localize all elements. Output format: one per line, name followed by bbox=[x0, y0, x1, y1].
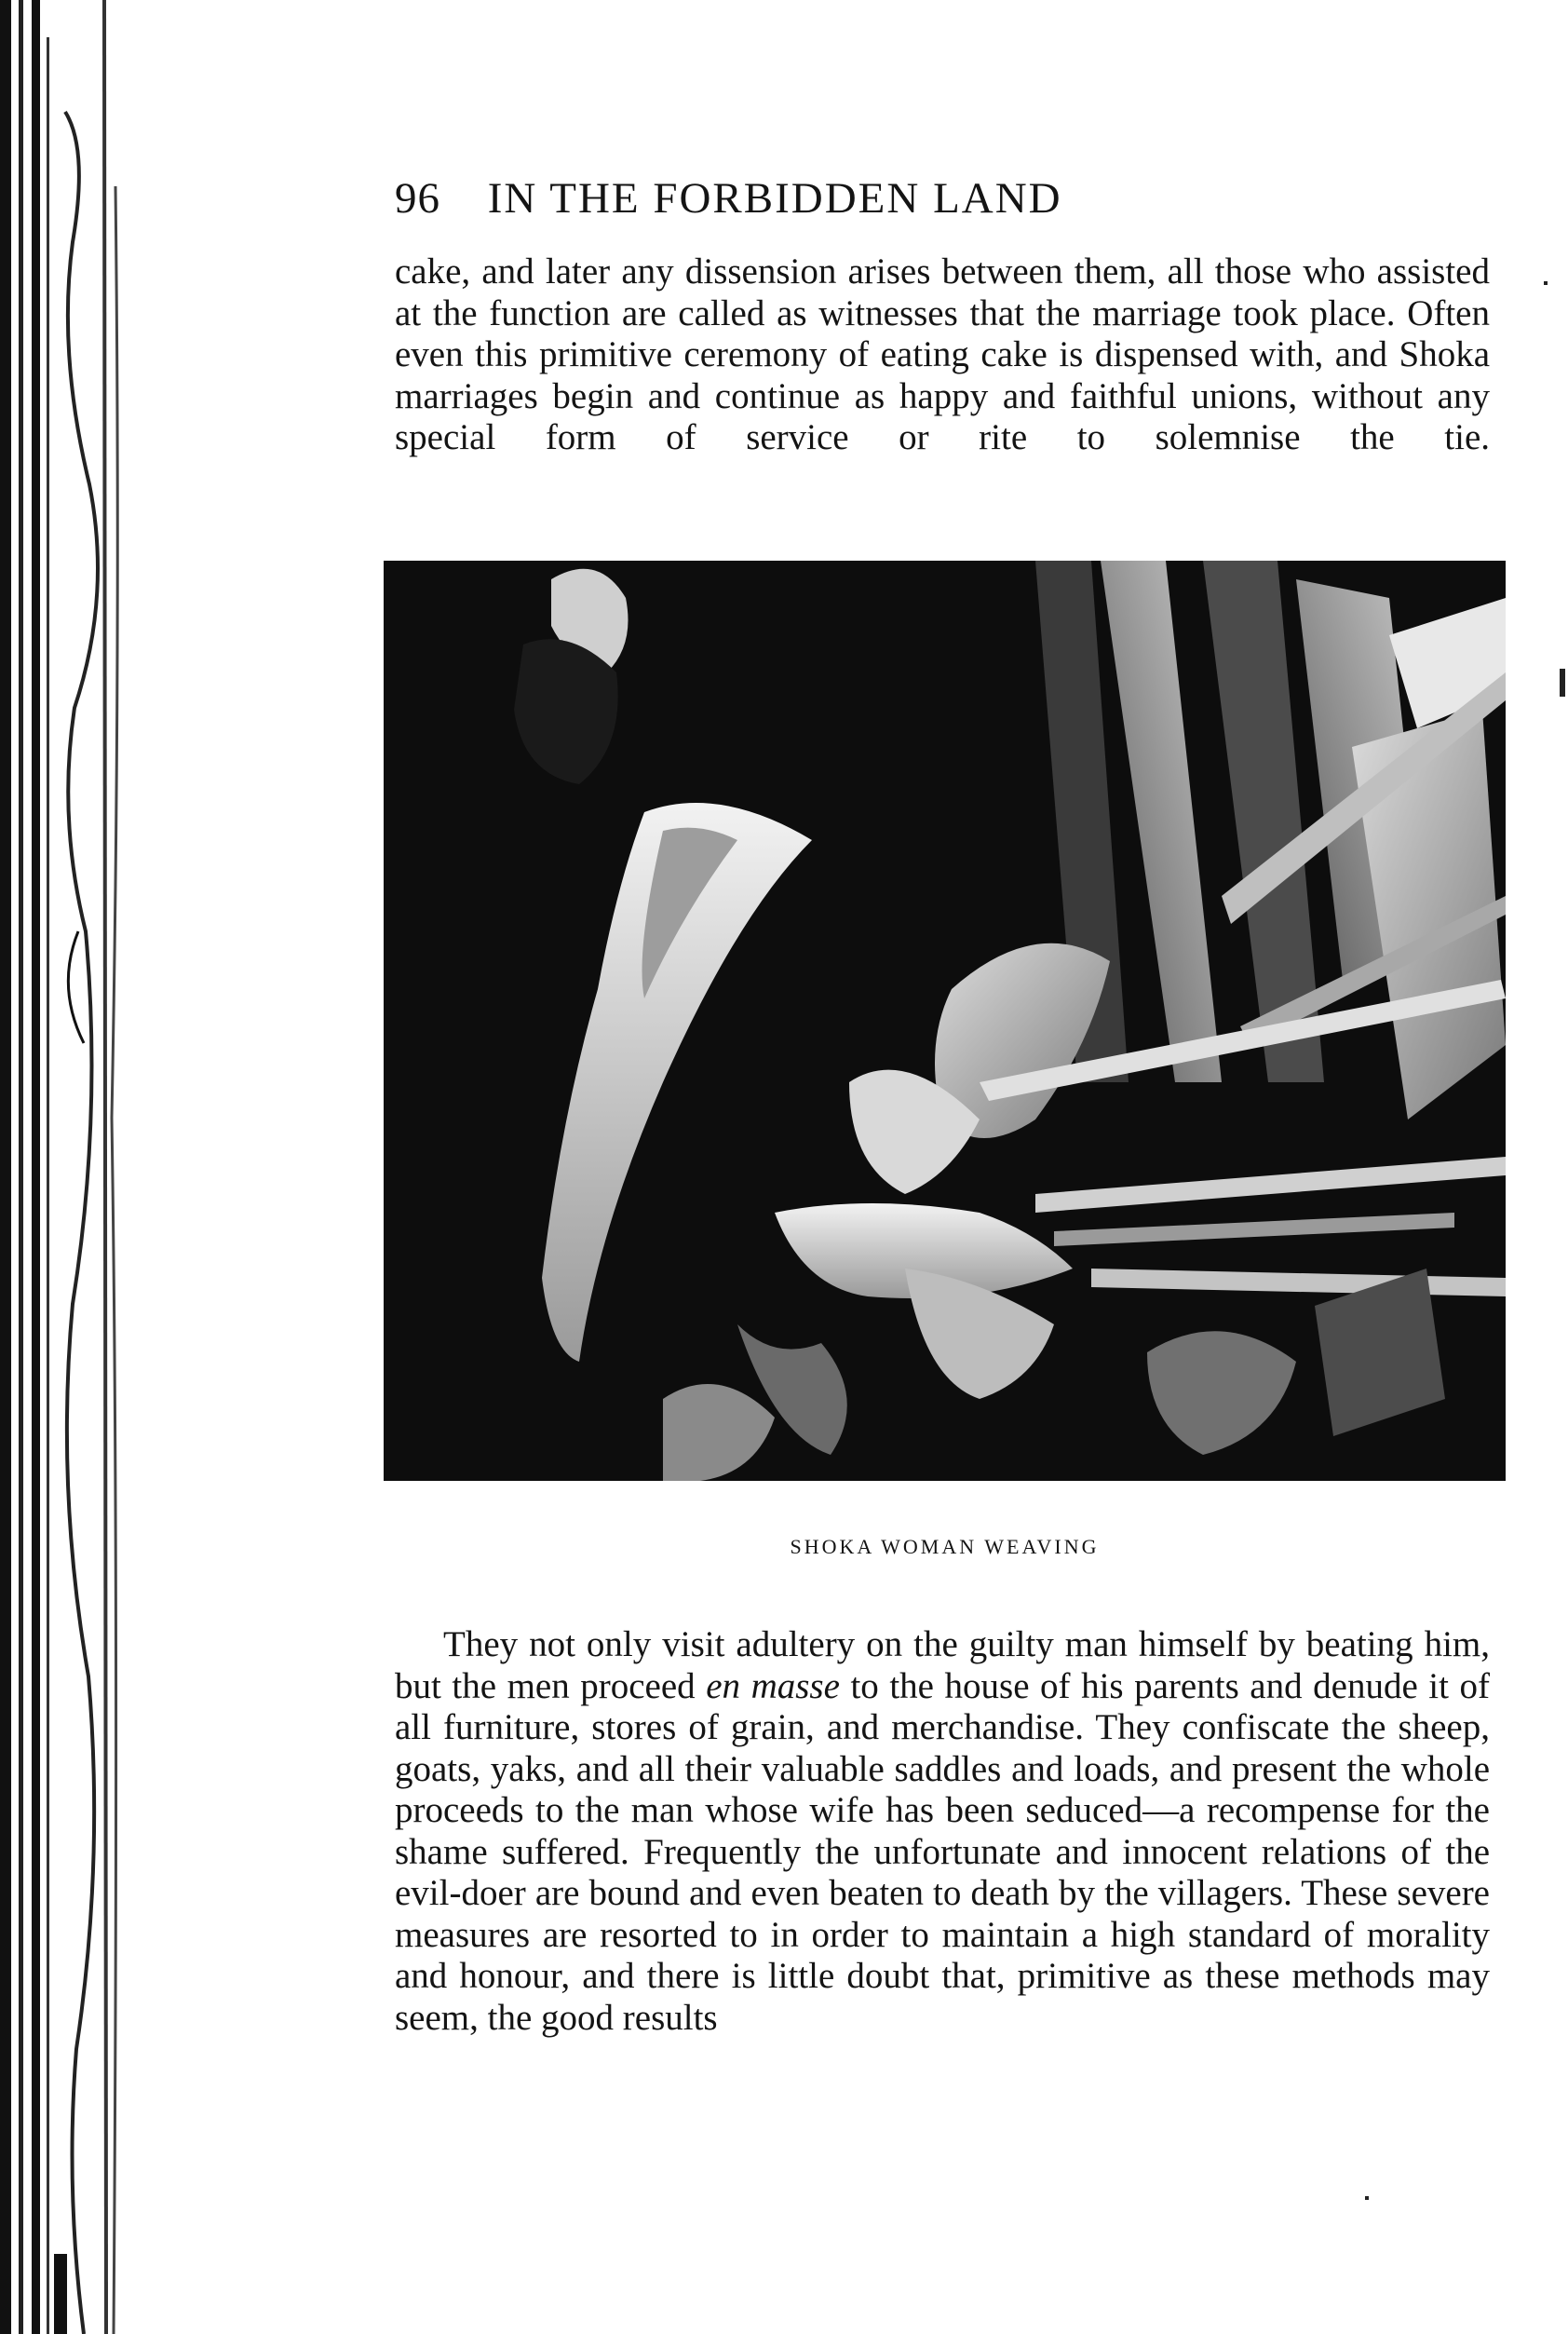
paragraph: cake, and later any dissension arises between them, all those who assisted at the function are called as witnesses that the marriage took place. Often even this primitive ceremony of eating cake is dispensed with, and Shoka marriages begin and continue as happy and faithful unions, without any special form of service or rite to solemnise the tie. bbox=[395, 251, 1490, 457]
photograph-shoka-woman-weaving bbox=[384, 561, 1506, 1481]
paragraph bbox=[395, 1624, 1490, 2039]
running-title: IN THE FORBIDDEN LAND bbox=[487, 174, 1062, 223]
body-text-bottom bbox=[395, 1624, 1490, 2039]
binding-edge bbox=[0, 0, 140, 2334]
scan-speck bbox=[1544, 281, 1548, 285]
scan-speck bbox=[1560, 669, 1565, 697]
text-run: to the house of his parents and denude it of all furniture, stores of grain, and merchandise. They confiscate the sheep, goats, yaks, and all their valuable saddles and loads, and present the whole proceeds to the man whose wife has been seduced—a recompense for the shame suffered. Frequently the unfortunate and innocent relations of the evil-doer are bound and even beaten to death by the villagers. These severe measures are resorted to in order to maintain a high standard of morality and honour, and there is little doubt that, primitive as these methods may seem, the good results bbox=[395, 1665, 1490, 2038]
text-run: They not only visit adultery on the guilty man himself by beating him, but the men proceed bbox=[395, 1624, 1490, 1706]
page-number: 96 bbox=[395, 174, 440, 223]
italic-phrase: en masse bbox=[706, 1665, 840, 1706]
page-header bbox=[395, 173, 1326, 229]
scan-speck bbox=[1365, 2196, 1369, 2200]
photo-caption: SHOKA WOMAN WEAVING bbox=[790, 1535, 1100, 1558]
body-text-top bbox=[395, 251, 1490, 459]
